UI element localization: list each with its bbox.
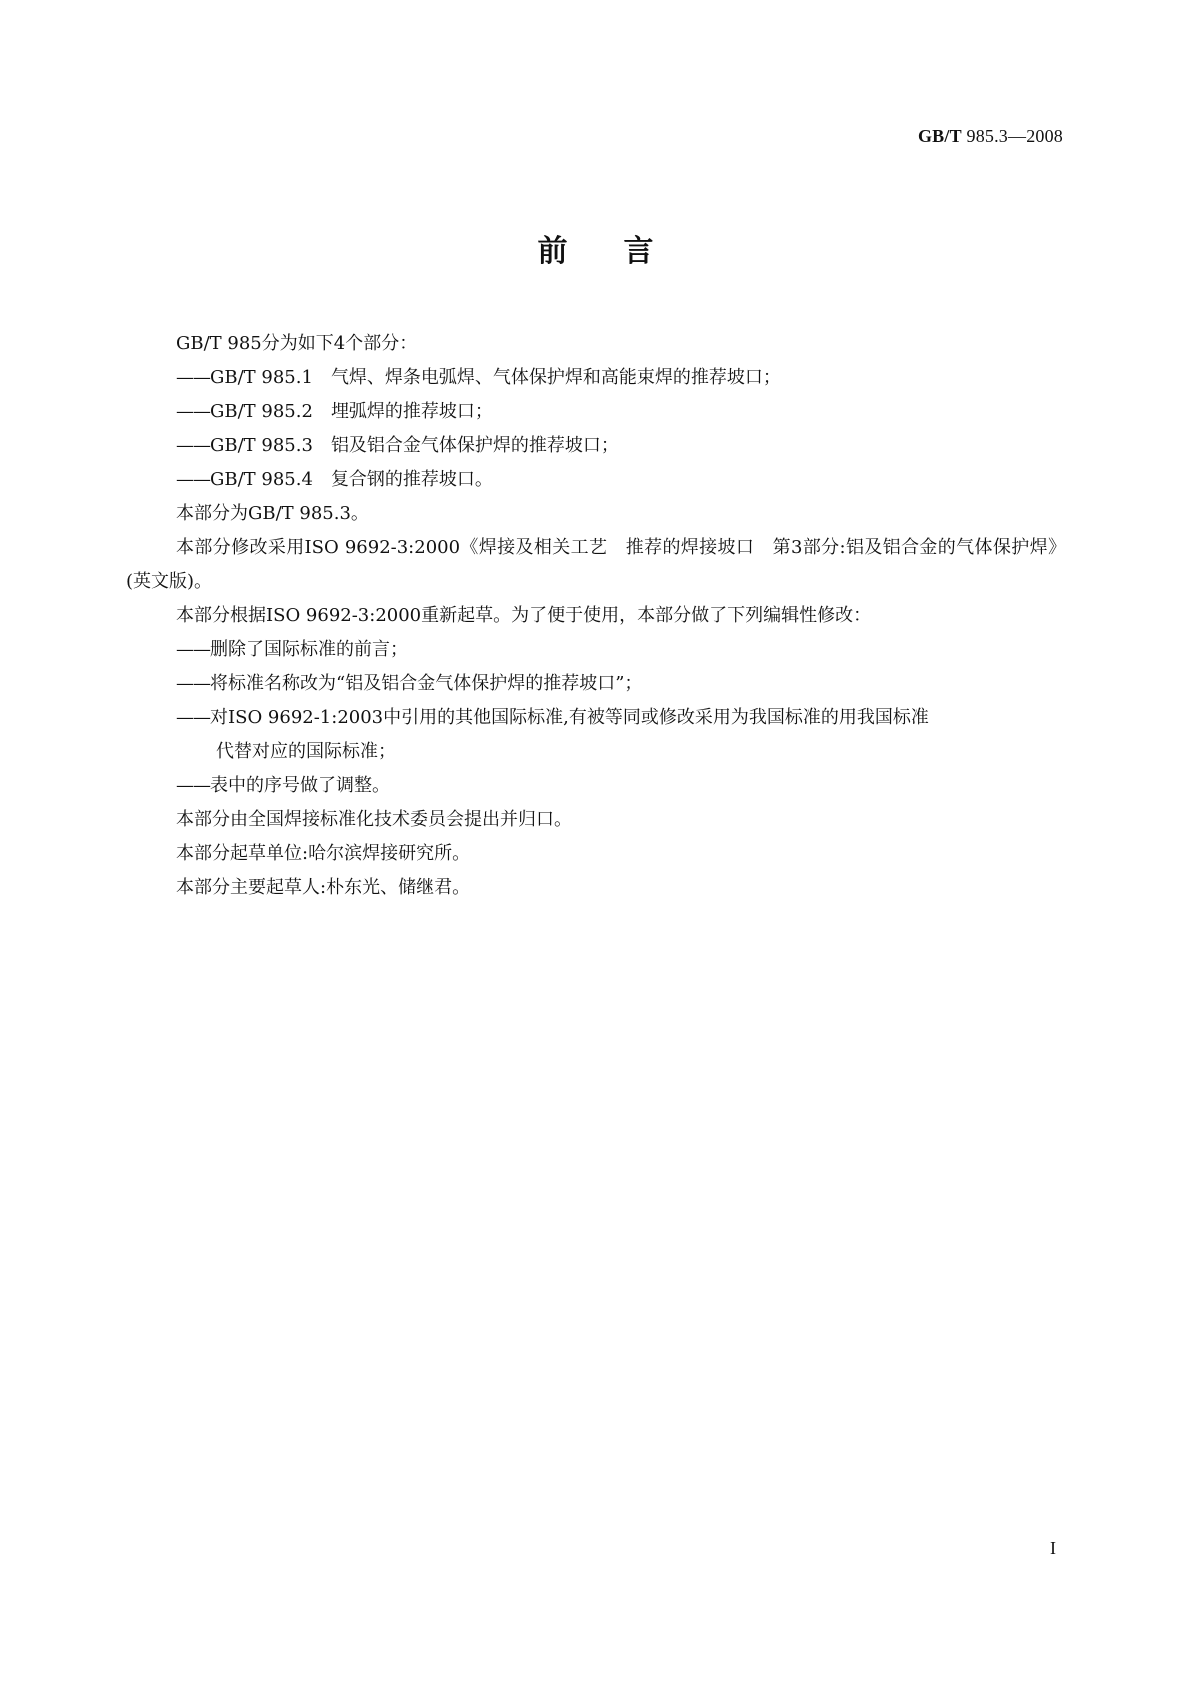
page-title: 前言 [537,234,710,269]
list-item-part-3: ——GB/T 985.3 铝及铝合金气体保护焊的推荐坡口； [176,435,619,456]
standard-number [918,126,1063,147]
list-item-part-4: ——GB/T 985.4 复合钢的推荐坡口。 [176,469,493,490]
list-item-edit-4: ——表中的序号做了调整。 [176,775,390,796]
paragraph-parts-intro: GB/T 985分为如下4个部分： [176,333,418,354]
paragraph-proposer: 本部分由全国焊接标准化技术委员会提出并归口。 [176,809,572,830]
standard-code: 985.3—2008 [961,126,1063,146]
list-item-edit-1: ——删除了国际标准的前言； [176,639,408,660]
part-title: 复合钢的推荐坡口。 [330,469,493,490]
part-title: 埋弧焊的推荐坡口； [330,401,493,422]
list-item-edit-2: ——将标准名称改为“铝及铝合金气体保护焊的推荐坡口”； [176,673,643,694]
part-code: GB/T 985.3 [210,435,313,456]
paragraph-this-part: 本部分为GB/T 985.3。 [176,503,369,524]
part-title: 气焊、焊条电弧焊、气体保护焊和高能束焊的推荐坡口； [330,367,781,388]
part-code: GB/T 985.1 [210,367,313,388]
standard-prefix: GB/T [917,126,962,146]
part-title: 铝及铝合金气体保护焊的推荐坡口； [330,435,619,456]
paragraph-drafting-unit: 本部分起草单位:哈尔滨焊接研究所。 [176,843,471,864]
part-code: GB/T 985.4 [210,469,313,490]
page-number: I [1050,1538,1056,1558]
list-item-edit-3-continued: 代替对应的国际标准； [216,741,396,762]
paragraph-adoption: 本部分修改采用ISO 9692-3:2000《焊接及相关工艺 推荐的焊接坡口 第3部分:铝及铝合金的气体保护焊》(英文版)。 [126,537,1066,592]
paragraph-drafting: 本部分根据ISO 9692-3:2000重新起草。为了便于使用，本部分做了下列编辑性修改： [176,605,872,626]
paragraph-drafters: 本部分主要起草人:朴东光、储继君。 [176,877,471,898]
list-item-part-2: ——GB/T 985.2 埋弧焊的推荐坡口； [176,401,493,422]
foreword-body [126,327,1066,905]
part-code: GB/T 985.2 [210,401,313,422]
list-item-edit-3: ——对ISO 9692-1:2003中引用的其他国际标准,有被等同或修改采用为我国标准的用我国标准 [176,707,929,728]
list-item-part-1: ——GB/T 985.1 气焊、焊条电弧焊、气体保护焊和高能束焊的推荐坡口； [176,367,781,388]
